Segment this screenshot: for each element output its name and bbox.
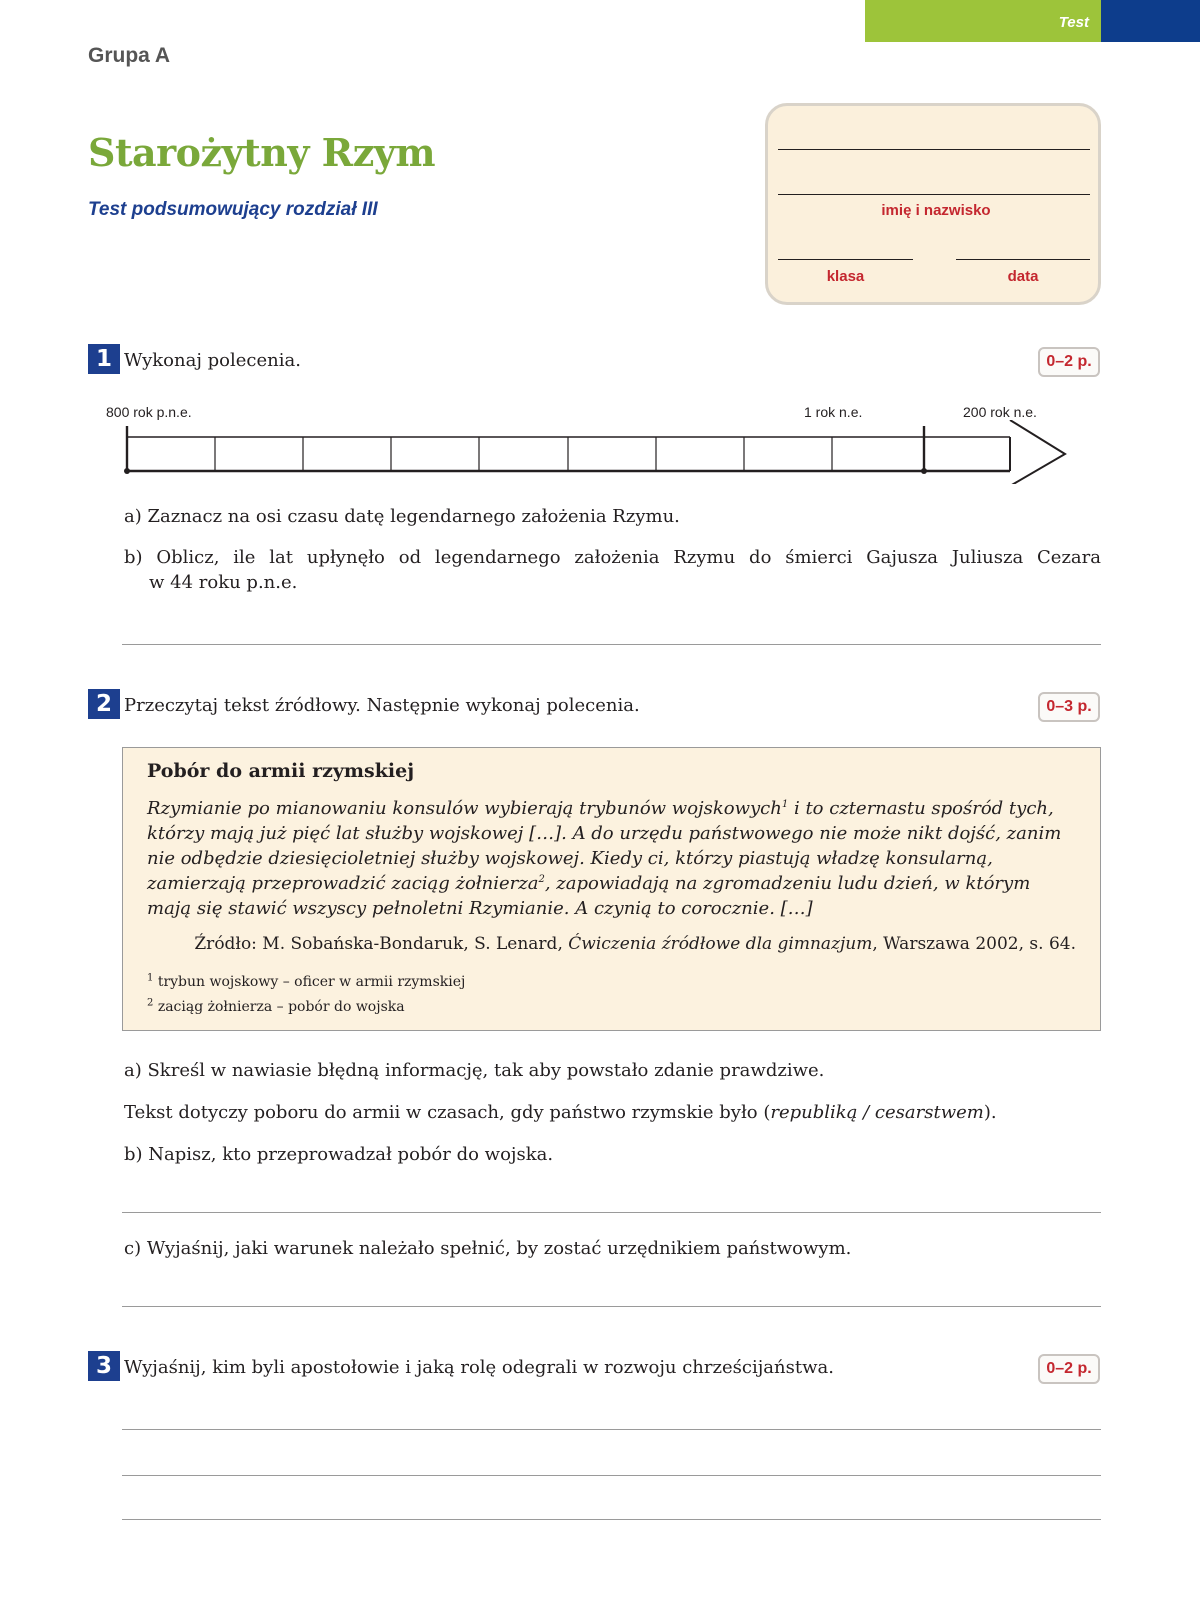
page-title: Starożytny Rzym bbox=[88, 130, 436, 175]
task-2b-answer-line[interactable] bbox=[122, 1212, 1101, 1213]
header-tab-accent bbox=[1101, 0, 1200, 42]
footnote-ref-2: 2 bbox=[538, 874, 545, 885]
student-info-box bbox=[765, 103, 1101, 305]
task-1b-text-line2: w 44 roku p.n.e. bbox=[149, 572, 298, 593]
task-1-instruction: Wykonaj polecenia. bbox=[124, 350, 301, 371]
task-1a-text: a) Zaznacz na osi czasu datę legendarnego założenia Rzymu. bbox=[124, 506, 680, 527]
name-label: imię i nazwisko bbox=[881, 202, 991, 219]
task-2-number: 2 bbox=[88, 689, 120, 719]
task-2-instruction: Przeczytaj tekst źródłowy. Następnie wykonaj polecenia. bbox=[124, 695, 640, 716]
date-label: data bbox=[1007, 268, 1039, 285]
class-label: klasa bbox=[826, 268, 865, 285]
date-line[interactable] bbox=[956, 259, 1090, 260]
task-3-answer-line[interactable] bbox=[122, 1475, 1101, 1476]
timeline-end-label: 200 rok n.e. bbox=[963, 404, 1037, 420]
task-2-points: 0–3 p. bbox=[1038, 692, 1100, 722]
task-1-answer-line[interactable] bbox=[122, 644, 1101, 645]
timeline-arrow bbox=[1010, 420, 1065, 484]
task-2c-text: c) Wyjaśnij, jaki warunek należało spełnić, by zostać urzędnikiem państwowym. bbox=[124, 1238, 852, 1259]
task-1-number: 1 bbox=[88, 344, 120, 374]
source-body: Rzymianie po mianowaniu konsulów wybierają trybunów wojskowych$^1$ i to czternastu spośród tych, którzy mają już pięć lat służby wojskowej […]. A do urzędu państwowego nie może nikt dojść, zanim nie odbędzie dziesięcioletniej służby wojskowej. Kiedy ci, którzy piastują władzę konsularną, zamierzają przeprowadzić zaciąg żołnierza$^2$, zapowiadają na zgromadzeniu ludu dzień, w którym mają się stawić wszyscy pełnoletni Rzymianie. A czynią to corocznie. […] bbox=[147, 798, 1062, 919]
task-2a-options[interactable]: republiką / cesarstwem bbox=[770, 1102, 984, 1123]
task-3-number: 3 bbox=[88, 1351, 120, 1381]
task-3-points: 0–2 p. bbox=[1038, 1354, 1100, 1384]
header-tab bbox=[865, 0, 1101, 42]
footnote-2: $^2$ zaciąg żołnierza – pobór do wojska bbox=[147, 997, 405, 1015]
source-text-box bbox=[122, 747, 1101, 1031]
task-2a-text: a) Skreśl w nawiasie błędną informację, tak aby powstało zdanie prawdziwe. bbox=[124, 1060, 825, 1081]
task-3-answer-line[interactable] bbox=[122, 1519, 1101, 1520]
task-3-answer-line[interactable] bbox=[122, 1429, 1101, 1430]
header-tab-label: Test bbox=[1058, 14, 1089, 31]
task-1-points: 0–2 p. bbox=[1038, 347, 1100, 377]
task-2a-sentence: Tekst dotyczy poboru do armii w czasach, gdy państwo rzymskie było (republiką / cesarstwem). bbox=[124, 1102, 997, 1123]
task-3-instruction: Wyjaśnij, kim byli apostołowie i jaką rolę odegrali w rozwoju chrześcijaństwa. bbox=[124, 1357, 834, 1378]
footnote-1: $^1$ trybun wojskowy – oficer w armii rzymskiej bbox=[147, 972, 466, 990]
timeline-start-label: 800 rok p.n.e. bbox=[106, 404, 192, 420]
task-2c-answer-line[interactable] bbox=[122, 1306, 1101, 1307]
source-title: Pobór do armii rzymskiej bbox=[147, 760, 415, 782]
footnote-ref-1: 1 bbox=[781, 799, 789, 810]
name-line-2[interactable] bbox=[778, 194, 1090, 195]
timeline[interactable] bbox=[115, 420, 1075, 484]
page-subtitle: Test podsumowujący rozdział III bbox=[88, 199, 378, 220]
group-label: Grupa A bbox=[88, 44, 171, 67]
name-line-1[interactable] bbox=[778, 149, 1090, 150]
task-1b-text-line1: b) Oblicz, ile lat upłynęło od legendarnego założenia Rzymu do śmierci Gajusza Juliusza Cezara bbox=[124, 547, 1101, 568]
class-line[interactable] bbox=[778, 259, 913, 260]
timeline-mid-label: 1 rok n.e. bbox=[804, 404, 863, 420]
source-citation: Źródło: M. Sobańska-Bondaruk, S. Lenard, Ćwiczenia źródłowe dla gimnazjum, Warszawa 2002, s. 64. bbox=[194, 934, 1076, 954]
task-2b-text: b) Napisz, kto przeprowadzał pobór do wojska. bbox=[124, 1144, 554, 1165]
